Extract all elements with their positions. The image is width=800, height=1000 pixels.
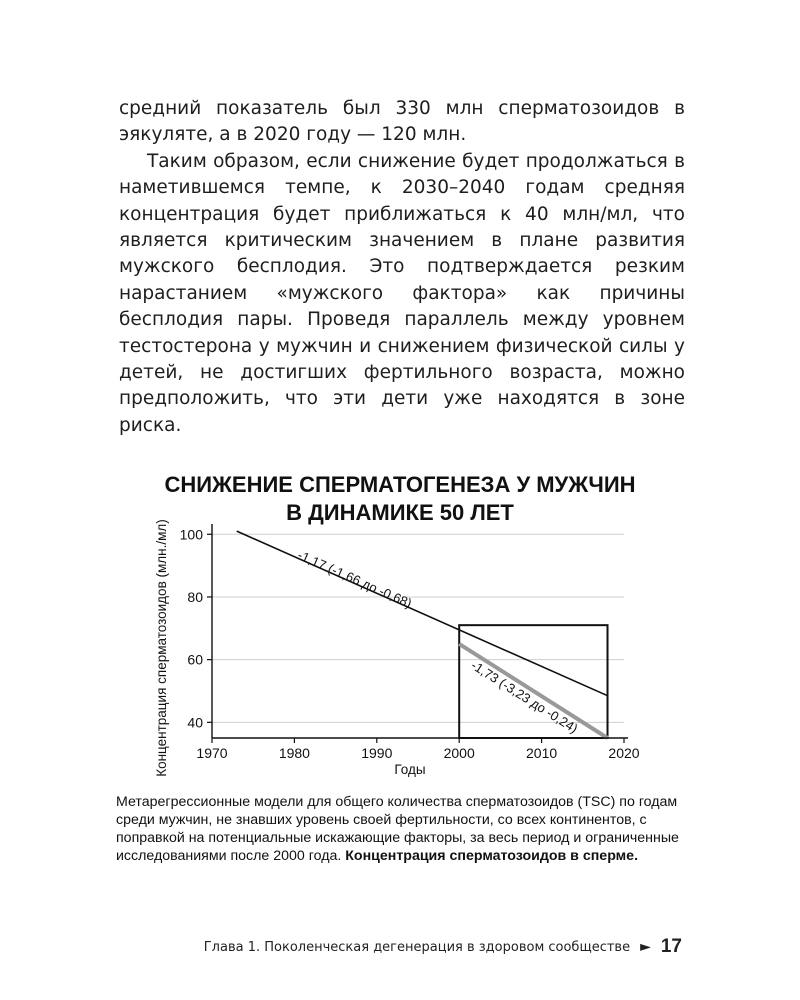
y-axis-label: Концентрация сперматозоидов (млн./мл) xyxy=(154,519,169,777)
x-tick-label: 2010 xyxy=(526,745,558,761)
page-arrow-icon: ► xyxy=(640,939,651,955)
highlight-rectangle xyxy=(459,625,607,738)
body-text xyxy=(119,96,685,439)
highlight-box xyxy=(459,625,607,738)
y-tick-label: 100 xyxy=(179,526,203,543)
figure-caption xyxy=(116,793,696,865)
series-line xyxy=(459,644,607,738)
page-footer xyxy=(204,936,682,958)
x-tick-label: 1980 xyxy=(278,745,310,761)
chart-title-line: СНИЖЕНИЕ СПЕРМАТОГЕНЕЗА У МУЖЧИН xyxy=(164,472,636,497)
x-tick-label: 1990 xyxy=(361,745,393,761)
y-tick-label: 80 xyxy=(187,588,203,605)
caption-text: Метарегрессионные модели для общего количества сперматозоидов (TSC) по годам среди мужчин, не знавших уровень своей фертильности, со всех континентов, с поправкой на потенциальные искажающие факторы, за весь период и ограниченные исследованиями после 2000 года. xyxy=(116,794,679,864)
caption-bold-text: Концентрация сперматозоидов в сперме. xyxy=(345,848,639,864)
chart-title-line: В ДИНАМИКЕ 50 ЛЕТ xyxy=(286,500,514,525)
line-chart xyxy=(140,512,660,782)
y-tick-label: 40 xyxy=(187,714,203,731)
page-number: 17 xyxy=(660,936,682,957)
x-tick-label: 2000 xyxy=(443,745,475,761)
x-axis-label: Годы xyxy=(394,762,426,777)
series-annotation: -1,73 (-3,23 до -0,24) xyxy=(468,657,581,737)
grid-lines xyxy=(212,534,624,722)
chapter-title: Глава 1. Поколенческая дегенерация в здоровом сообществе xyxy=(203,939,631,955)
y-tick-label: 60 xyxy=(187,651,203,668)
x-tick-label: 2020 xyxy=(608,745,640,761)
paragraph: средний показатель был 330 млн сперматозоидов в эякуляте, а в 2020 году — 120 млн. xyxy=(119,98,685,146)
series-annotation: -1,17 (-1,66 до -0,68) xyxy=(295,547,415,611)
paragraph: Таким образом, если снижение будет продолжаться в наметившемся темпе, к 2030–2040 годам средняя концентрация будет приближаться к 40 млн/мл, что является критическим значением в плане развития мужского бесплодия. Это подтверждается резким нарастанием «мужского фактора» как причины бесплодия пары. Проведя параллель между уровнем тестостерона у мужчин и снижением физической силы у детей, не достигших фертильного возраста, можно предположить, что эти дети уже находятся в зоне риска. xyxy=(119,150,685,436)
x-tick-label: 1970 xyxy=(196,745,228,761)
series-line xyxy=(237,531,608,696)
